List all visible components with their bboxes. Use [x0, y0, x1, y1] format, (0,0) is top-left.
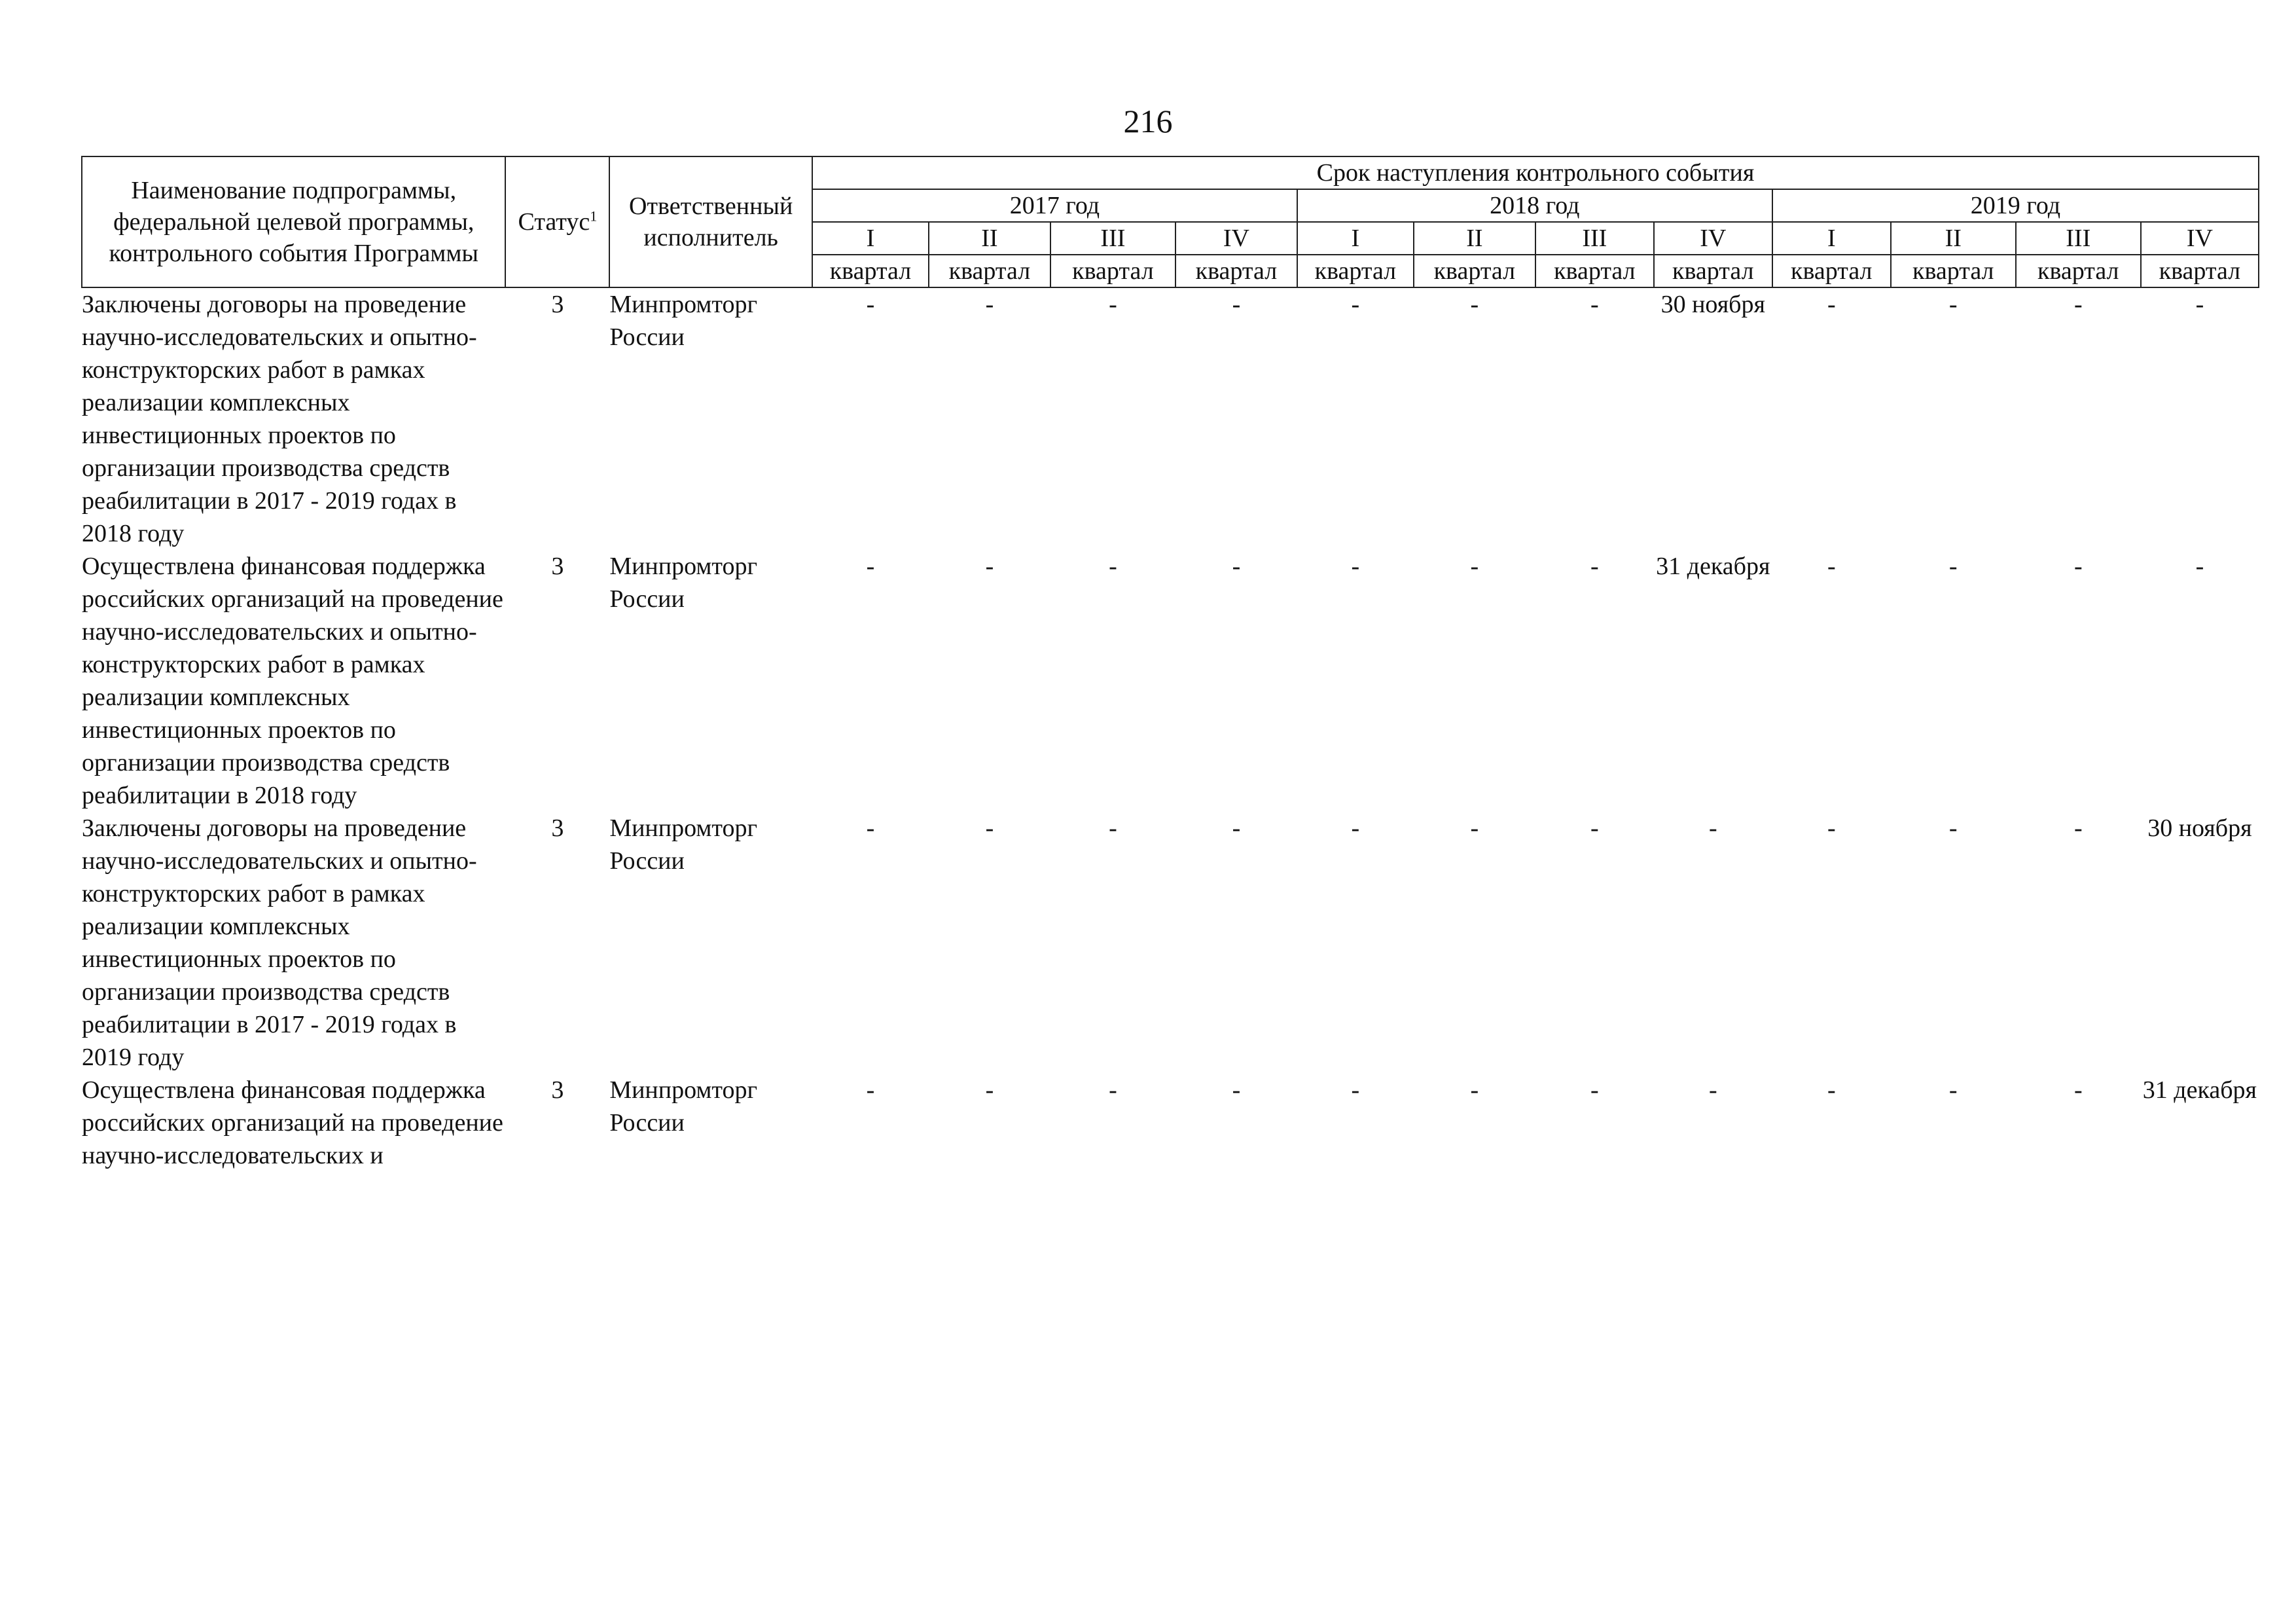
event-quarter-value: - [1232, 1076, 1241, 1104]
event-quarter-value: - [1351, 553, 1360, 580]
status-footnote-mark: 1 [590, 208, 598, 225]
event-quarter-value: - [2195, 553, 2204, 580]
event-quarter-value: - [1232, 291, 1241, 318]
event-status: 3 [551, 814, 564, 842]
header-responsible: Ответственный исполнитель [609, 156, 812, 287]
header-quarter-number: I [1772, 222, 1891, 255]
header-quarter-word: квартал [1414, 255, 1535, 287]
header-quarter-word: квартал [1772, 255, 1891, 287]
header-status [505, 156, 609, 287]
header-quarter-number: IV [1175, 222, 1297, 255]
header-name: Наименование подпрограммы, федеральной целевой программы, контрольного события Программы [82, 156, 505, 287]
event-quarter-value: - [1109, 1076, 1117, 1104]
event-quarter-value: - [1590, 291, 1599, 318]
event-quarter-value: - [1590, 553, 1599, 580]
event-quarter-value: - [2073, 553, 2083, 580]
event-quarter-value: - [1470, 814, 1479, 842]
event-quarter-value: - [866, 814, 875, 842]
event-quarter-value: - [985, 1076, 994, 1104]
event-name: Заключены договоры на проведение научно-исследовательских и опытно-конструкторских работ в рамках реализации комплексных инвестиционных проектов по организации производства средств реабилитации в 2017 - 2019 годах в 2019 году [82, 814, 477, 1071]
event-quarter-value: - [1948, 291, 1958, 318]
event-quarter-value: - [1590, 1076, 1599, 1104]
header-quarter-number: III [1535, 222, 1654, 255]
event-quarter-value: 31 декабря [1656, 553, 1770, 580]
header-year-2018: 2018 год [1297, 189, 1772, 222]
event-quarter-value: - [1470, 553, 1479, 580]
event-quarter-value: 31 декабря [2142, 1076, 2257, 1104]
event-name: Заключены договоры на проведение научно-исследовательских и опытно-конструкторских работ в рамках реализации комплексных инвестиционных проектов по организации производства средств реабилитации в 2017 - 2019 годах в 2018 году [82, 291, 477, 547]
header-term-group: Срок наступления контрольного события [812, 156, 2259, 189]
event-quarter-value: 30 ноября [1660, 291, 1765, 318]
event-quarter-value: - [1827, 814, 1836, 842]
table-row [82, 550, 2259, 812]
event-quarter-value: 30 ноября [2147, 814, 2252, 842]
event-quarter-value: - [1232, 553, 1241, 580]
event-responsible: Минпромторг России [609, 291, 758, 351]
header-quarter-word: квартал [929, 255, 1050, 287]
event-quarter-value: - [1827, 1076, 1836, 1104]
header-quarter-number: II [1891, 222, 2016, 255]
header-status-label: Статус [518, 208, 590, 236]
event-status: 3 [551, 1076, 564, 1104]
event-quarter-value: - [1109, 553, 1117, 580]
event-quarter-value: - [2195, 291, 2204, 318]
table-row [82, 812, 2259, 1074]
event-responsible: Минпромторг России [609, 814, 758, 875]
event-quarter-value: - [1708, 814, 1717, 842]
header-quarter-number: III [2016, 222, 2141, 255]
event-quarter-value: - [2073, 814, 2083, 842]
event-quarter-value: - [1109, 814, 1117, 842]
header-quarter-word: квартал [2016, 255, 2141, 287]
event-quarter-value: - [1948, 1076, 1958, 1104]
header-quarter-word: квартал [1050, 255, 1175, 287]
event-quarter-value: - [1948, 553, 1958, 580]
event-status: 3 [551, 553, 564, 580]
event-quarter-value: - [1470, 1076, 1479, 1104]
header-quarter-number: IV [1654, 222, 1772, 255]
event-quarter-value: - [1708, 1076, 1717, 1104]
header-quarter-word: квартал [2141, 255, 2259, 287]
header-quarter-word: квартал [1654, 255, 1772, 287]
header-quarter-word: квартал [1297, 255, 1414, 287]
event-quarter-value: - [866, 291, 875, 318]
event-quarter-value: - [1827, 553, 1836, 580]
table-row [82, 287, 2259, 550]
event-responsible: Минпромторг России [609, 553, 758, 613]
event-quarter-value: - [866, 553, 875, 580]
header-quarter-number: IV [2141, 222, 2259, 255]
event-quarter-value: - [1351, 291, 1360, 318]
header-quarter-number: II [929, 222, 1050, 255]
event-quarter-value: - [2073, 1076, 2083, 1104]
header-quarter-number: I [812, 222, 929, 255]
page-number: 216 [1123, 103, 1173, 139]
header-quarter-word: квартал [1175, 255, 1297, 287]
header-quarter-word: квартал [1891, 255, 2016, 287]
header-quarter-number: I [1297, 222, 1414, 255]
header-quarter-number: II [1414, 222, 1535, 255]
header-quarter-word: квартал [812, 255, 929, 287]
event-quarter-value: - [1351, 1076, 1360, 1104]
event-quarter-value: - [2073, 291, 2083, 318]
event-quarter-value: - [985, 291, 994, 318]
control-events-table [81, 156, 2259, 1172]
event-quarter-value: - [985, 814, 994, 842]
event-quarter-value: - [1109, 291, 1117, 318]
header-year-2019: 2019 год [1772, 189, 2259, 222]
event-name: Осуществлена финансовая поддержка российских организаций на проведение научно-исследовательских и опытно-конструкторских работ в рамках реализации комплексных инвестиционных проектов по организации производства средств реабилитации в 2018 году [82, 553, 503, 809]
event-quarter-value: - [1827, 291, 1836, 318]
event-quarter-value: - [1590, 814, 1599, 842]
event-quarter-value: - [1470, 291, 1479, 318]
event-quarter-value: - [985, 553, 994, 580]
header-quarter-number: III [1050, 222, 1175, 255]
event-quarter-value: - [1948, 814, 1958, 842]
header-quarter-word: квартал [1535, 255, 1654, 287]
event-name: Осуществлена финансовая поддержка российских организаций на проведение научно-исследовательских и [82, 1076, 503, 1169]
header-year-2017: 2017 год [812, 189, 1297, 222]
event-quarter-value: - [1351, 814, 1360, 842]
table-row [82, 1074, 2259, 1172]
event-responsible: Минпромторг России [609, 1076, 758, 1137]
event-quarter-value: - [1232, 814, 1241, 842]
event-quarter-value: - [866, 1076, 875, 1104]
event-status: 3 [551, 291, 564, 318]
